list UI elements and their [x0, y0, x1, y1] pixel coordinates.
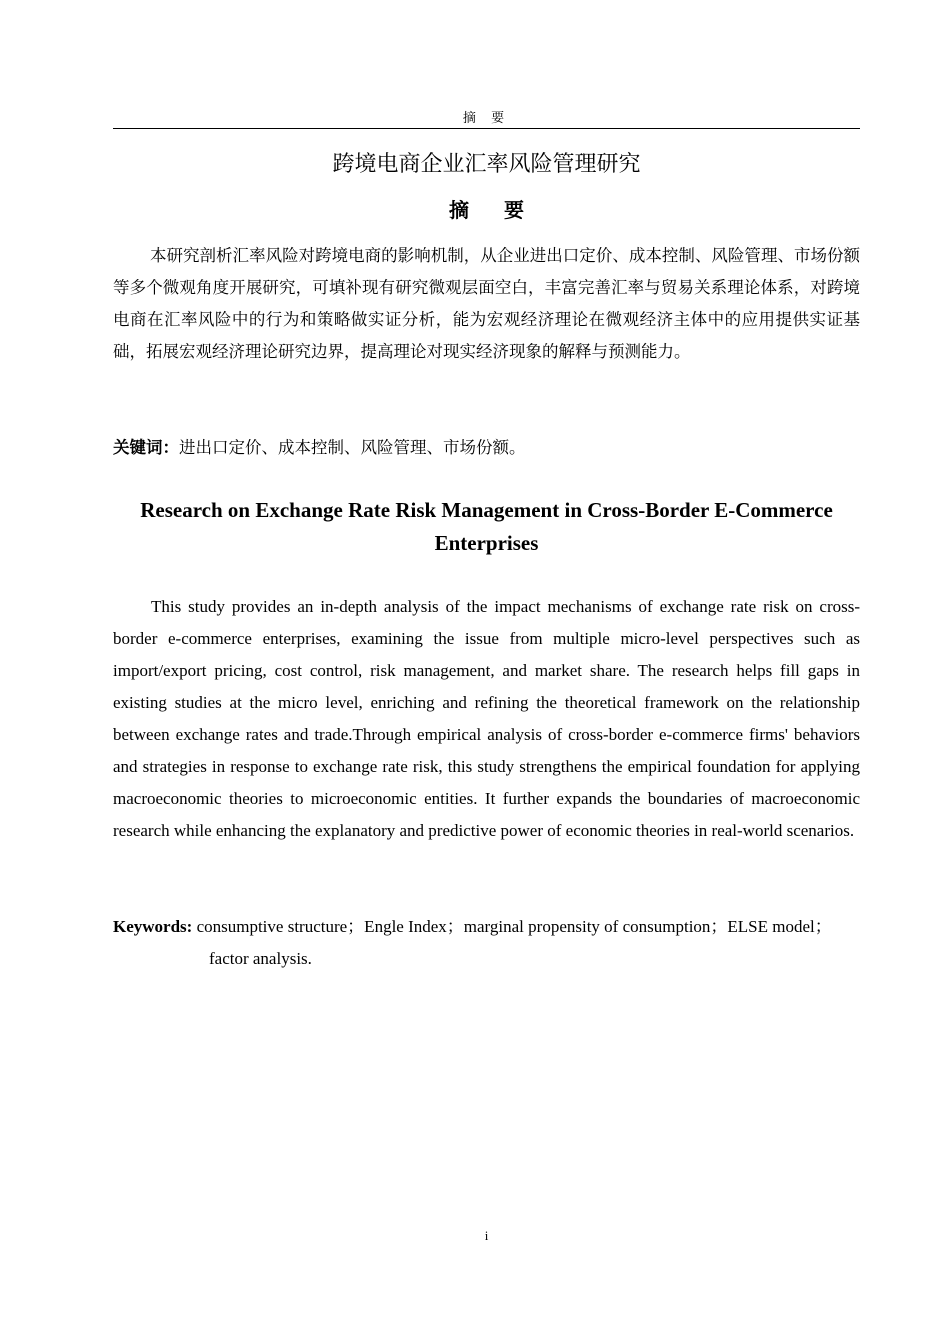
english-title: Research on Exchange Rate Risk Management in Cross-Border E-Commerce Enterprises — [140, 498, 833, 555]
chinese-keywords — [113, 432, 860, 464]
page-number: i — [484, 1228, 489, 1243]
header-divider — [113, 128, 860, 129]
running-header: 摘 要 — [462, 110, 511, 125]
english-keywords-list: consumptive structure；Engle Index；marginal propensity of consumption；ELSE model； — [196, 917, 832, 936]
english-keywords-list-continued: factor analysis. — [209, 949, 312, 968]
chinese-keywords-list: 进出口定价、成本控制、风险管理、市场份额。 — [179, 438, 526, 457]
chinese-abstract-heading: 摘 要 — [449, 198, 538, 222]
english-keywords — [113, 911, 893, 975]
chinese-title: 跨境电商企业汇率风险管理研究 — [332, 152, 641, 177]
chinese-keywords-label: 关键词： — [113, 438, 179, 457]
english-abstract-body: This study provides an in-depth analysis of the impact mechanisms of exchange rate risk on cross-border e-commerce enterprises, examining the issue from multiple micro-level perspectives such as import/export pricing, cost control, risk management, and market share. The research helps fill gaps in existing studies at the micro level, enriching and refining the theoretical framework on the relationship between exchange rates and trade.Through empirical analysis of cross-border e-commerce firms' behaviors and strategies in response to exchange rate risk, this study strengthens the empirical foundation for applying macroeconomic theories to microeconomic entities. It further expands the boundaries of macroeconomic research while enhancing the explanatory and predictive power of economic theories in real-world scenarios. — [113, 597, 860, 840]
chinese-abstract-body: 本研究剖析汇率风险对跨境电商的影响机制，从企业进出口定价、成本控制、风险管理、市场份额等多个微观角度开展研究，可填补现有研究微观层面空白，丰富完善汇率与贸易关系理论体系，对跨境电商在汇率风险中的行为和策略做实证分析，能为宏观经济理论在微观经济主体中的应用提供实证基础，拓展宏观经济理论研究边界，提高理论对现实经济现象的解释与预测能力。 — [113, 246, 860, 361]
english-keywords-label: Keywords: — [113, 917, 193, 936]
